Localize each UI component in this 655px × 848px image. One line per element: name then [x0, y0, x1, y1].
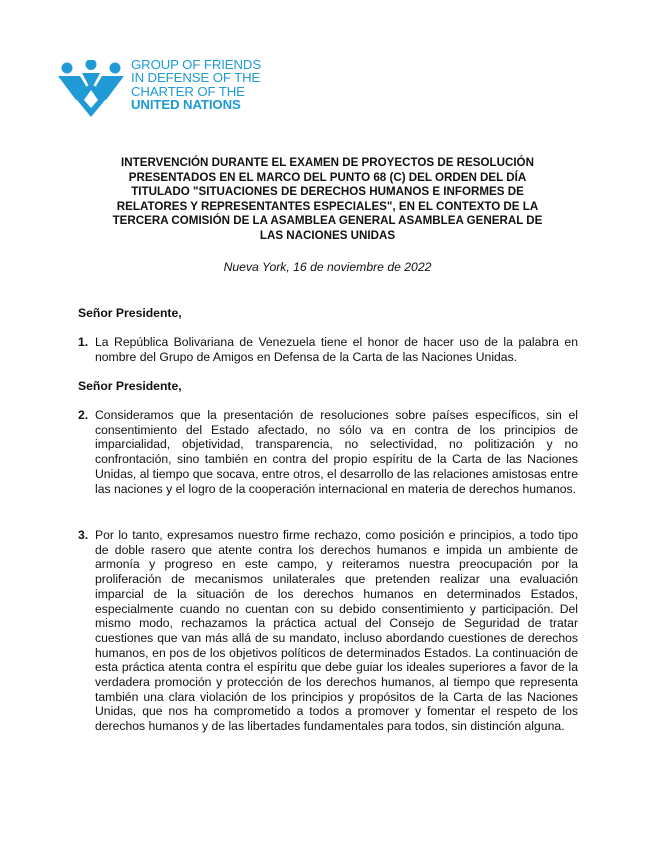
- organization-logo: [58, 58, 273, 120]
- salutation: Señor Presidente,: [78, 306, 182, 320]
- group-of-friends-emblem-icon: [58, 60, 126, 118]
- title-line: TERCERA COMISIÓN DE LA ASAMBLEA GENERAL ASAMBLEA GENERAL DE: [112, 214, 543, 228]
- title-line: TITULADO "SITUACIONES DE DERECHOS HUMANOS E INFORMES DE: [131, 185, 524, 199]
- title-line: INTERVENCIÓN DURANTE EL EXAMEN DE PROYECTOS DE RESOLUCIÓN: [121, 156, 534, 169]
- paragraph-number: 1.: [78, 335, 89, 349]
- dateline: Nueva York, 16 de noviembre de 2022: [223, 260, 432, 274]
- logo-line-2: IN DEFENSE OF THE: [131, 70, 261, 86]
- paragraph-text: Consideramos que la presentación de resoluciones sobre países específicos, sin el consentimiento del Estado afectado, no sólo va en contra de los principios de imparcialidad, objetividad, transparencia, no selectividad, no politización y no confrontación, sino también en contra del propio espíritu de la Carta de las Naciones Unidas, al tiempo que socava, entre otros, el desarrollo de las relaciones amistosas entre las naciones y el logro de la cooperación internacional en materia de derechos humanos.: [95, 408, 578, 496]
- title-line: LAS NACIONES UNIDAS: [259, 228, 396, 242]
- title-line: PRESENTADOS EN EL MARCO DEL PUNTO 68 (C) DEL ORDEN DEL DÍA: [128, 170, 527, 184]
- paragraph-text: Por lo tanto, expresamos nuestro firme rechazo, como posición e principios, a todo tipo de doble rasero que atente contra los derechos humanos e impida un ambiente de armonía y progreso en este campo, y reiteramos nuestra preocupación por la proliferación de mecanismos unilaterales que pretenden realizar una evaluación imparcial de la situación de los derechos humanos en determinados Estados, especialmente cuando no cuentan con su debido consentimiento y participación. Del mismo modo, rechazamos la práctica actual del Consejo de Seguridad de tratar cuestiones que van más allá de su mandato, incluso abordando cuestiones de derechos humanos, en pos de los objetivos políticos de determinados Estados. La continuación de esta práctica atenta contra el espíritu que debe guiar los ideales superiores a favor de la verdadera promoción y protección de los derechos humanos, al tiempo que representa también una clara violación de los principios y propósitos de la Carta de las Naciones Unidas, que nos ha comprometido a todos a promover y fomentar el respeto de los derechos humanos y de las libertades fundamentales para todos, sin distinción alguna.: [95, 528, 578, 734]
- paragraph-number: 2.: [78, 408, 89, 422]
- logo-line-1: GROUP OF FRIENDS: [131, 57, 262, 72]
- title-line: RELATORES Y REPRESENTANTES ESPECIALES", EN EL CONTEXTO DE LA: [116, 199, 539, 213]
- logo-wordmark: [131, 58, 261, 112]
- logo-line-4: UNITED NATIONS: [131, 97, 241, 113]
- document-title: [84, 156, 571, 244]
- logo-line-3: CHARTER OF THE: [131, 83, 245, 99]
- paragraph-text: La República Bolivariana de Venezuela tiene el honor de hacer uso de la palabra en nombre del Grupo de Amigos en Defensa de la Carta de las Naciones Unidas.: [95, 335, 578, 364]
- salutation: Señor Presidente,: [78, 379, 182, 393]
- paragraph-number: 3.: [78, 528, 89, 542]
